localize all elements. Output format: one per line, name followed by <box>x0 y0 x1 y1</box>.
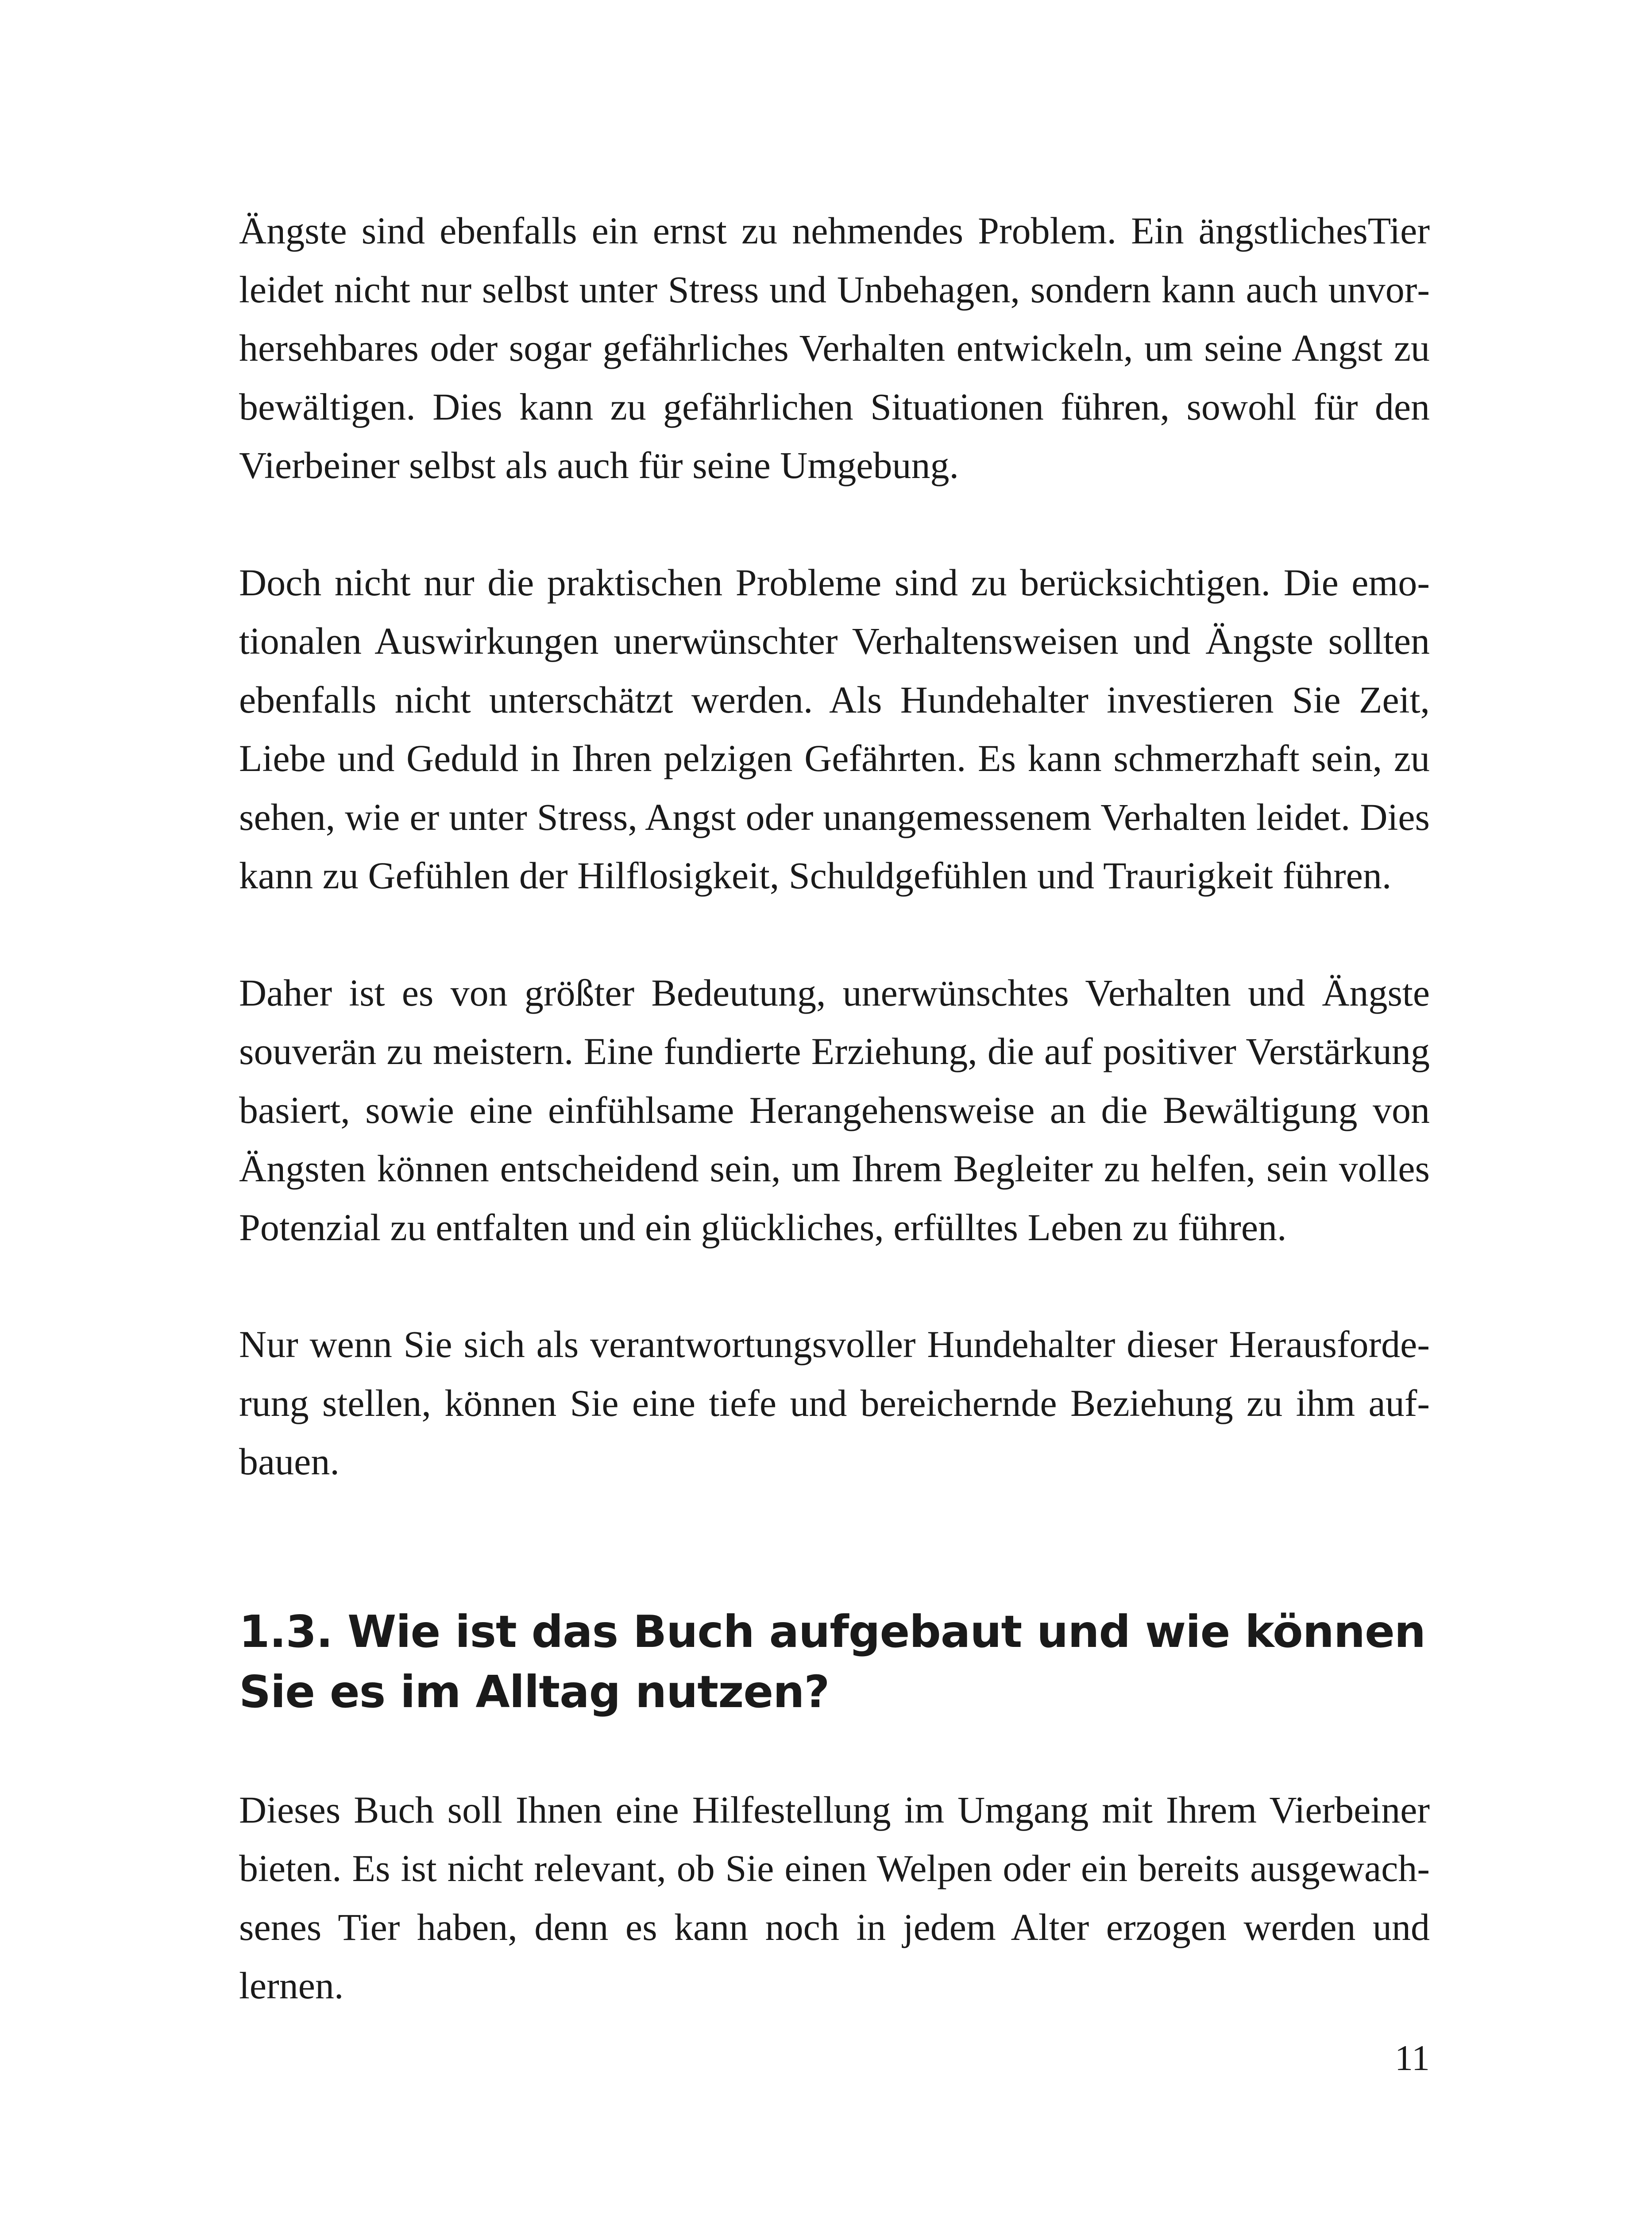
section-heading: 1.3. Wie ist das Buch aufgebaut und wie können Sie es im Alltag nutzen? <box>239 1605 1426 1718</box>
page-number: 11 <box>1395 2038 1430 2078</box>
body-paragraph: Daher ist es von größter Bedeutung, unerwünschtes Verhalten und Ängste souverän zu meistern. Eine fundierte Erziehung, die auf positiver Verstärkung basiert, sowie eine einfühlsame Herangehensweise an die Bewältigung von Ängsten können entscheidend sein, um Ihrem Begleiter zu helfen, sein volles Potenzial zu entfalten und ein glückliches, erfülltes Leben zu führen. <box>239 971 1430 1249</box>
body-paragraph: Nur wenn Sie sich als verantwortungsvoller Hundehalter dieser Herausforderung stellen, können Sie eine tiefe und bereichernde Beziehung zu ihm aufbauen. <box>239 1323 1430 1483</box>
body-paragraph: Doch nicht nur die praktischen Probleme sind zu berücksichtigen. Die emotionalen Auswirkungen unerwünschter Verhaltensweisen und Ängste sollten ebenfalls nicht unterschätzt werden. Als Hundehalter investieren Sie Zeit, Liebe und Geduld in Ihren pelzigen Gefährten. Es kann schmerzhaft sein, zu sehen, wie er unter Stress, Angst oder unangemessenem Verhalten leidet. Dies kann zu Gefühlen der Hilflosigkeit, Schuldgefühlen und Traurigkeit führen. <box>239 561 1430 897</box>
section-paragraph: Dieses Buch soll Ihnen eine Hilfestellung im Umgang mit Ihrem Vierbeiner bieten. Es ist nicht relevant, ob Sie einen Welpen oder ein bereits ausgewachsenes Tier haben, denn es kann noch in jedem Alter erzogen werden und lernen. <box>239 1788 1430 2007</box>
body-paragraph: Ängste sind ebenfalls ein ernst zu nehmendes Problem. Ein ängstlichesTier leidet nicht nur selbst unter Stress und Unbehagen, sondern kann auch unvorhersehbares oder sogar gefährliches Verhalten entwickeln, um seine Angst zu bewältigen. Dies kann zu gefährlichen Situationen führen, sowohl für den Vierbeiner selbst als auch für seine Umgebung. <box>239 209 1430 486</box>
text-column <box>239 201 1430 2074</box>
